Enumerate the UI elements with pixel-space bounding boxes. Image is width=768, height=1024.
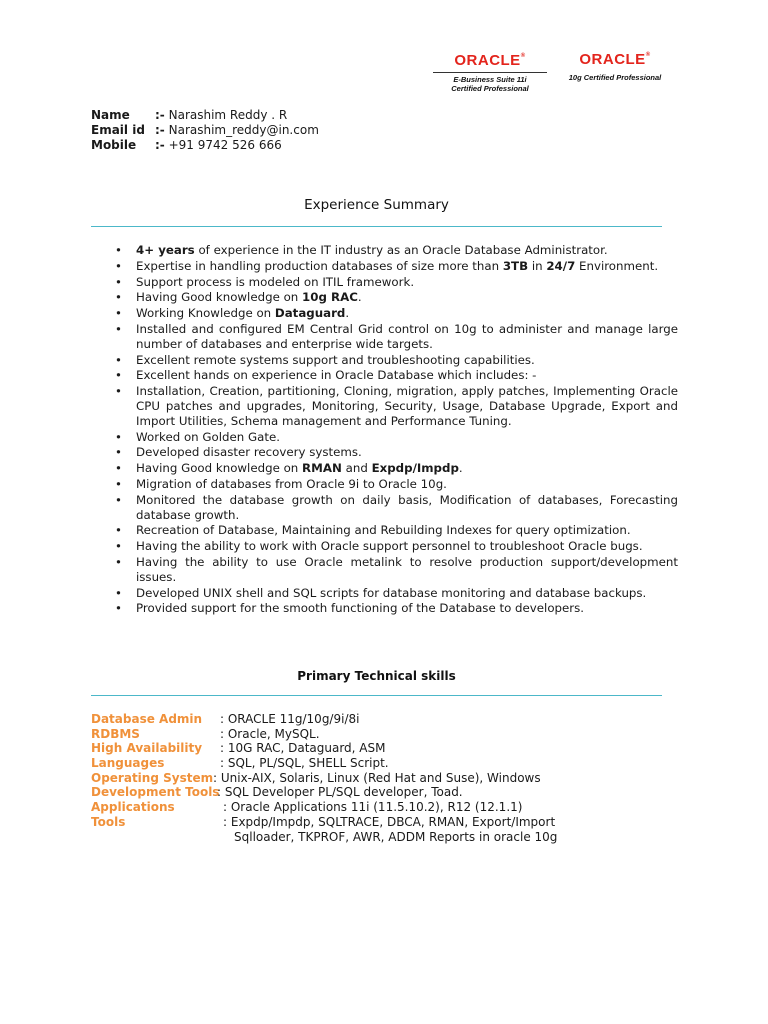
skill-label: Development Tools <box>91 785 220 800</box>
skill-value: : ORACLE 11g/10g/9i/8i <box>220 712 360 726</box>
list-item: • Working Knowledge on Dataguard. <box>0 306 678 321</box>
contact-block <box>91 108 319 153</box>
list-item: • Having the ability to work with Oracle support personnel to troubleshoot Oracle bugs. <box>0 539 678 554</box>
skill-value: : Unix-AIX, Solaris, Linux (Red Hat and Suse), Windows <box>213 770 541 785</box>
list-item: • Developed disaster recovery systems. <box>0 445 678 460</box>
list-item: • Provided support for the smooth functioning of the Database to developers. <box>0 601 678 616</box>
skill-value: : Oracle, MySQL. <box>220 726 320 741</box>
list-item: • Migration of databases from Oracle 9i to Oracle 10g. <box>0 477 678 492</box>
list-item: • Installed and configured EM Central Grid control on 10g to administer and manage large number of databases and enterprise wide targets. <box>0 322 678 352</box>
experience-list <box>0 243 678 617</box>
contact-label: Email id <box>91 123 145 137</box>
contact-email-row <box>91 123 319 138</box>
skill-label: Applications <box>91 800 175 815</box>
oracle-ebs-certified-logo <box>433 52 547 93</box>
skill-row <box>91 815 557 830</box>
skill-value: : SQL, PL/SQL, SHELL Script. <box>220 756 389 771</box>
skill-label: Database Admin <box>91 712 203 726</box>
logo-caption: 10g Certified Professional <box>568 73 662 82</box>
list-item: • Excellent remote systems support and troubleshooting capabilities. <box>0 353 678 368</box>
logo-caption: E-Business Suite 11i Certified Professional <box>433 72 547 93</box>
skill-label: High Availability <box>91 741 203 756</box>
skill-value: : 10G RAC, Dataguard, ASM <box>220 741 386 756</box>
oracle-brand-text: ORACLE® <box>454 52 526 69</box>
contact-value: Narashim_reddy@in.com <box>168 123 319 137</box>
list-item: • Monitored the database growth on daily basis, Modification of databases, Forecasting database growth. <box>0 493 678 523</box>
skill-row <box>91 756 557 771</box>
list-item: • Excellent hands on experience in Oracle Database which includes: - <box>0 368 678 383</box>
list-item: • Support process is modeled on ITIL framework. <box>0 275 678 290</box>
section-divider <box>91 695 662 696</box>
oracle-10g-certified-logo <box>560 52 670 82</box>
list-item: • Recreation of Database, Maintaining and Rebuilding Indexes for query optimization. <box>0 523 678 538</box>
skills-table <box>91 712 557 844</box>
technical-skills-heading: Primary Technical skills <box>297 669 456 683</box>
experience-summary-heading: Experience Summary <box>304 197 449 213</box>
list-item: • Having the ability to use Oracle metalink to resolve production support/development issues. <box>0 555 678 585</box>
skill-label: Tools <box>91 814 126 829</box>
skill-row <box>91 712 557 727</box>
skill-value: : Oracle Applications 11i (11.5.10.2), R12 (12.1.1) <box>223 800 523 815</box>
contact-value: Narashim Reddy . R <box>168 108 288 122</box>
skill-label: Languages <box>91 756 165 771</box>
contact-separator: :- <box>155 108 165 122</box>
contact-name-row <box>91 108 319 123</box>
list-item: • Installation, Creation, partitioning, Cloning, migration, apply patches, Implementing Oracle CPU patches and upgrades, Monitoring, Security, Usage, Database Upgrade, Export and Import Utilities, Schema management and Performance Tuning. <box>0 384 678 428</box>
list-item: • Expertise in handling production databases of size more than 3TB in 24/7 Environment. <box>0 259 678 274</box>
list-item: • 4+ years of experience in the IT industry as an Oracle Database Administrator. <box>0 243 678 258</box>
contact-value: +91 9742 526 666 <box>168 138 282 152</box>
list-item: • Having Good knowledge on RMAN and Expdp/Impdp. <box>0 461 678 476</box>
contact-separator: :- <box>155 123 165 137</box>
skill-value: : SQL Developer PL/SQL developer, Toad. <box>217 785 463 800</box>
list-item: • Worked on Golden Gate. <box>0 430 678 445</box>
skill-row-continuation: Sqlloader, TKPROF, AWR, ADDM Reports in oracle 10g <box>234 829 558 844</box>
skill-label: Operating System <box>91 770 214 785</box>
oracle-brand-text: ORACLE® <box>579 51 651 68</box>
contact-separator: :- <box>155 138 165 152</box>
section-divider <box>91 226 662 227</box>
skill-row <box>91 800 557 815</box>
list-item: • Having Good knowledge on 10g RAC. <box>0 290 678 305</box>
skill-row <box>91 727 557 742</box>
contact-label: Mobile <box>91 138 137 152</box>
skill-row <box>91 785 557 800</box>
contact-mobile-row <box>91 138 319 153</box>
contact-label: Name <box>91 108 130 122</box>
skill-value: : Expdp/Impdp, SQLTRACE, DBCA, RMAN, Export/Import <box>223 814 556 829</box>
list-item: • Developed UNIX shell and SQL scripts for database monitoring and database backups. <box>0 586 678 601</box>
skill-label: RDBMS <box>91 726 140 741</box>
skill-row <box>91 771 557 786</box>
skill-row <box>91 741 557 756</box>
